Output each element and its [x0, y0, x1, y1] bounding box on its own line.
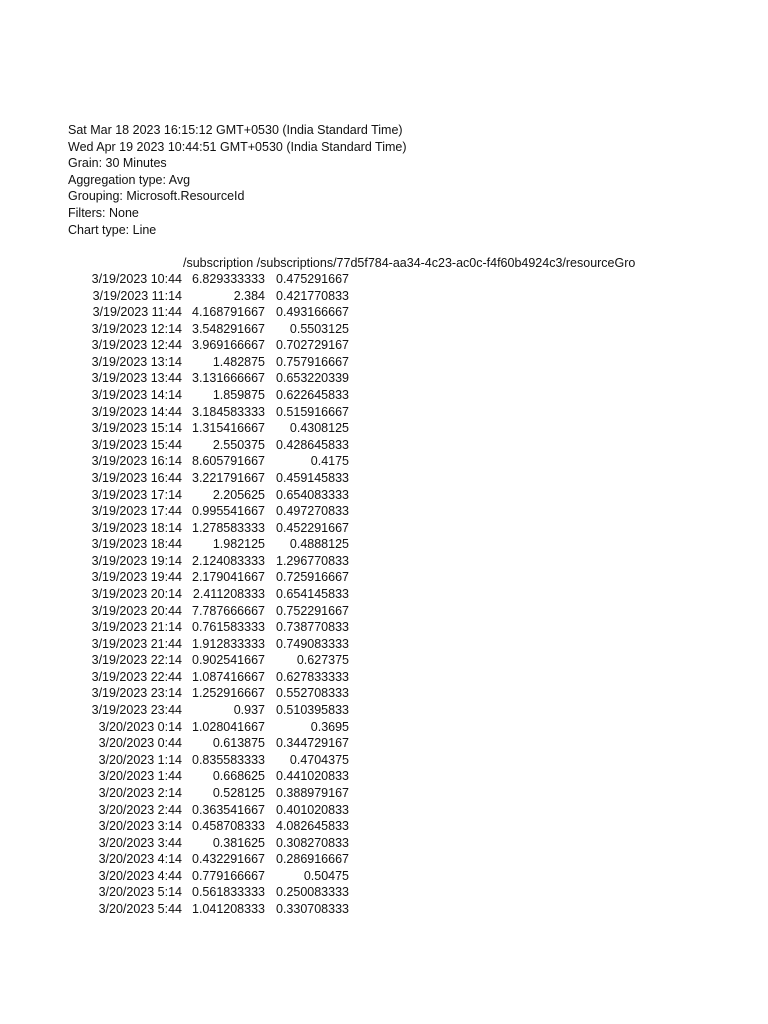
row-timestamp: 3/20/2023 4:44	[98, 868, 182, 883]
row-value-1: 1.482875	[212, 354, 265, 369]
row-timestamp: 3/19/2023 19:44	[91, 570, 182, 585]
row-value-1: 1.087416667	[192, 669, 265, 684]
table-row	[0, 884, 360, 901]
row-value-1: 2.179041667	[192, 570, 265, 585]
table-row	[0, 387, 360, 404]
row-value-2: 0.50475	[303, 868, 349, 883]
row-value-1: 6.829333333	[192, 272, 265, 286]
row-value-2: 0.497270833	[276, 504, 349, 519]
row-value-1: 0.613875	[212, 736, 265, 751]
table-row	[0, 437, 360, 454]
table-row	[0, 586, 360, 603]
table-row	[0, 321, 360, 338]
row-value-1: 0.432291667	[192, 852, 265, 867]
grouping: Grouping: Microsoft.ResourceId	[68, 189, 245, 204]
table-row	[0, 520, 360, 537]
row-timestamp: 3/19/2023 10:44	[91, 272, 182, 286]
row-timestamp: 3/19/2023 13:44	[91, 371, 182, 386]
row-value-1: 1.859875	[212, 388, 265, 403]
row-value-1: 0.902541667	[192, 653, 265, 668]
row-value-2: 0.344729167	[276, 736, 349, 751]
row-value-2: 0.702729167	[276, 338, 349, 353]
row-value-2: 0.627375	[296, 653, 349, 668]
row-timestamp: 3/19/2023 11:44	[92, 305, 182, 320]
row-value-1: 1.252916667	[192, 686, 265, 701]
row-value-1: 8.605791667	[192, 454, 265, 469]
table-row	[0, 619, 360, 636]
row-timestamp: 3/20/2023 3:44	[98, 835, 182, 850]
row-timestamp: 3/19/2023 20:14	[91, 586, 182, 601]
table-row	[0, 404, 360, 421]
row-value-2: 0.725916667	[276, 570, 349, 585]
row-value-1: 2.124083333	[192, 553, 265, 568]
end-time: Wed Apr 19 2023 10:44:51 GMT+0530 (India Standard Time)	[68, 139, 407, 154]
chart-type: Chart type: Line	[68, 222, 157, 237]
row-value-2: 0.452291667	[276, 520, 349, 535]
table-header: /subscription /subscriptions/77d5f784-aa34-4c23-ac0c-f4f60b4924c3/resourceGro	[183, 256, 636, 270]
row-timestamp: 3/19/2023 14:44	[91, 404, 182, 419]
row-timestamp: 3/20/2023 5:14	[98, 885, 182, 900]
row-value-1: 1.028041667	[192, 719, 265, 734]
row-timestamp: 3/19/2023 16:44	[91, 470, 182, 485]
row-value-2: 0.388979167	[276, 785, 349, 800]
table-row	[0, 901, 360, 918]
row-value-2: 0.4175	[310, 454, 349, 469]
table-row	[0, 652, 360, 669]
row-timestamp: 3/20/2023 2:14	[98, 785, 182, 800]
row-value-1: 0.995541667	[192, 504, 265, 519]
table-row	[0, 304, 360, 321]
row-value-1: 0.363541667	[192, 802, 265, 817]
row-value-2: 0.552708333	[276, 686, 349, 701]
table-row	[0, 354, 360, 371]
row-timestamp: 3/19/2023 18:44	[91, 537, 182, 552]
row-value-2: 0.510395833	[276, 703, 349, 718]
row-value-2: 0.622645833	[276, 388, 349, 403]
row-value-1: 0.779166667	[192, 868, 265, 883]
row-value-2: 0.3695	[310, 719, 349, 734]
row-value-2: 1.296770833	[276, 553, 349, 568]
table-row	[0, 453, 360, 470]
row-value-1: 0.761583333	[192, 620, 265, 635]
row-timestamp: 3/19/2023 23:44	[91, 703, 182, 718]
row-value-2: 0.421770833	[276, 288, 349, 303]
row-timestamp: 3/20/2023 0:14	[98, 719, 182, 734]
row-value-2: 0.428645833	[276, 437, 349, 452]
row-value-1: 2.205625	[212, 487, 265, 502]
row-timestamp: 3/19/2023 15:44	[91, 437, 182, 452]
table-row	[0, 636, 360, 653]
table-row	[0, 685, 360, 702]
table-row	[0, 271, 360, 288]
row-timestamp: 3/19/2023 23:14	[91, 686, 182, 701]
row-value-1: 7.787666667	[192, 603, 265, 618]
table-row	[0, 785, 360, 802]
table-row	[0, 553, 360, 570]
row-timestamp: 3/19/2023 15:14	[91, 421, 182, 436]
aggregation-type: Aggregation type: Avg	[68, 172, 191, 187]
row-timestamp: 3/19/2023 13:14	[91, 354, 182, 369]
row-value-2: 0.4704375	[289, 752, 349, 767]
start-time: Sat Mar 18 2023 16:15:12 GMT+0530 (India Standard Time)	[68, 123, 403, 137]
table-row	[0, 851, 360, 868]
row-value-1: 3.221791667	[192, 470, 265, 485]
row-timestamp: 3/20/2023 2:44	[98, 802, 182, 817]
row-timestamp: 3/19/2023 14:14	[91, 388, 182, 403]
row-value-2: 0.738770833	[276, 620, 349, 635]
table-row	[0, 503, 360, 520]
row-value-1: 2.411208333	[192, 586, 265, 601]
row-timestamp: 3/19/2023 11:14	[92, 288, 182, 303]
row-timestamp: 3/19/2023 17:44	[91, 504, 182, 519]
row-value-2: 0.752291667	[276, 603, 349, 618]
table-row	[0, 768, 360, 785]
table-row	[0, 288, 360, 305]
row-value-1: 0.668625	[212, 769, 265, 784]
table-row	[0, 420, 360, 437]
row-value-1: 0.937	[233, 703, 265, 718]
row-value-1: 1.912833333	[192, 636, 265, 651]
row-value-2: 0.654083333	[276, 487, 349, 502]
row-timestamp: 3/19/2023 22:44	[91, 669, 182, 684]
row-value-1: 0.561833333	[192, 885, 265, 900]
row-value-2: 0.5503125	[289, 321, 349, 336]
row-value-2: 0.4888125	[289, 537, 349, 552]
row-value-1: 0.458708333	[192, 819, 265, 834]
row-value-1: 3.969166667	[192, 338, 265, 353]
table-row	[0, 603, 360, 620]
row-value-2: 0.749083333	[276, 636, 349, 651]
row-value-1: 1.982125	[212, 537, 265, 552]
row-timestamp: 3/19/2023 21:44	[91, 636, 182, 651]
row-value-1: 0.835583333	[192, 752, 265, 767]
row-timestamp: 3/19/2023 12:44	[91, 338, 182, 353]
row-value-2: 0.401020833	[276, 802, 349, 817]
table-row	[0, 719, 360, 736]
row-timestamp: 3/20/2023 0:44	[98, 736, 182, 751]
table-row	[0, 470, 360, 487]
row-timestamp: 3/19/2023 17:14	[91, 487, 182, 502]
table-row	[0, 669, 360, 686]
grain: Grain: 30 Minutes	[68, 156, 167, 171]
row-value-2: 0.286916667	[276, 852, 349, 867]
row-value-2: 0.4308125	[289, 421, 349, 436]
table-row	[0, 802, 360, 819]
row-value-2: 0.627833333	[276, 669, 349, 684]
row-value-1: 3.131666667	[192, 371, 265, 386]
table-row	[0, 702, 360, 719]
row-value-2: 0.308270833	[276, 835, 349, 850]
row-timestamp: 3/19/2023 12:14	[91, 321, 182, 336]
row-value-2: 0.459145833	[276, 470, 349, 485]
row-timestamp: 3/19/2023 19:14	[91, 553, 182, 568]
row-value-1: 0.528125	[212, 785, 265, 800]
row-value-2: 0.475291667	[276, 272, 349, 286]
row-value-2: 0.330708333	[276, 901, 349, 916]
row-value-1: 1.278583333	[192, 520, 265, 535]
row-timestamp: 3/19/2023 21:14	[91, 620, 182, 635]
row-value-2: 4.082645833	[276, 819, 349, 834]
row-value-2: 0.654145833	[276, 586, 349, 601]
row-value-1: 4.168791667	[192, 305, 265, 320]
table-row	[0, 735, 360, 752]
row-value-1: 2.550375	[212, 437, 265, 452]
row-value-1: 2.384	[233, 288, 265, 303]
row-value-2: 0.441020833	[276, 769, 349, 784]
row-timestamp: 3/20/2023 1:44	[98, 769, 182, 784]
row-value-2: 0.250083333	[276, 885, 349, 900]
table-row	[0, 835, 360, 852]
row-timestamp: 3/19/2023 22:14	[91, 653, 182, 668]
table-row	[0, 536, 360, 553]
row-timestamp: 3/19/2023 16:14	[91, 454, 182, 469]
table-row	[0, 569, 360, 586]
row-value-2: 0.653220339	[276, 371, 349, 386]
row-timestamp: 3/19/2023 18:14	[91, 520, 182, 535]
row-value-1: 3.548291667	[192, 321, 265, 336]
table-row	[0, 752, 360, 769]
row-timestamp: 3/20/2023 3:14	[98, 819, 182, 834]
row-timestamp: 3/20/2023 5:44	[98, 901, 182, 916]
row-value-2: 0.515916667	[276, 404, 349, 419]
row-value-1: 1.041208333	[192, 901, 265, 916]
row-value-1: 1.315416667	[192, 421, 265, 436]
row-value-1: 0.381625	[212, 835, 265, 850]
row-value-2: 0.493166667	[276, 305, 349, 320]
row-timestamp: 3/20/2023 1:14	[98, 752, 182, 767]
row-timestamp: 3/20/2023 4:14	[98, 852, 182, 867]
table-row	[0, 337, 360, 354]
data-table	[0, 271, 360, 918]
table-row	[0, 370, 360, 387]
row-value-1: 3.184583333	[192, 404, 265, 419]
chart-metadata	[68, 122, 407, 238]
row-timestamp: 3/19/2023 20:44	[91, 603, 182, 618]
table-row	[0, 487, 360, 504]
row-value-2: 0.757916667	[276, 354, 349, 369]
table-row	[0, 818, 360, 835]
filters: Filters: None	[68, 205, 139, 220]
table-row	[0, 868, 360, 885]
